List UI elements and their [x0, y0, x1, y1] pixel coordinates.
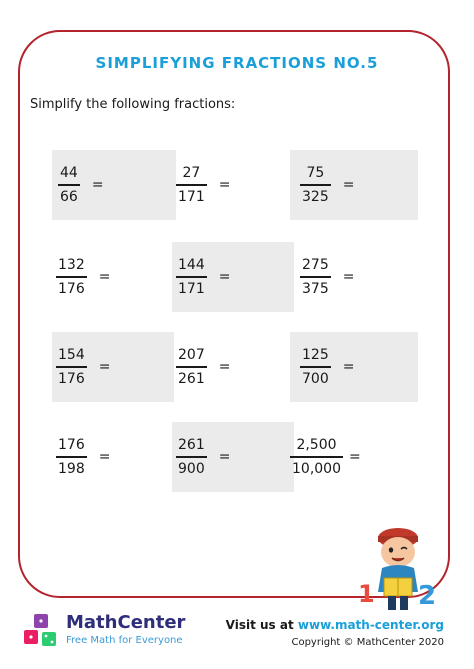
- equals-sign: =: [218, 269, 231, 285]
- equals-sign: =: [218, 449, 231, 465]
- fraction: [56, 346, 87, 388]
- denominator: 171: [178, 280, 205, 297]
- problem-cell: [172, 150, 294, 220]
- denominator: 261: [178, 370, 205, 387]
- equals-sign: =: [218, 359, 231, 375]
- brand-tagline: Free Math for Everyone: [66, 635, 183, 646]
- svg-text:1: 1: [358, 580, 375, 608]
- denominator: 171: [178, 188, 205, 205]
- numerator: 2,500: [296, 437, 337, 454]
- denominator: 10,000: [292, 460, 341, 477]
- problem-cell: [172, 422, 294, 492]
- equals-sign: =: [218, 177, 231, 193]
- numerator: 44: [60, 165, 78, 182]
- equals-sign: =: [98, 359, 111, 375]
- numerator: 261: [178, 437, 205, 454]
- fraction: [176, 256, 207, 298]
- numerator: 144: [178, 257, 205, 274]
- equals-sign: =: [342, 359, 355, 375]
- denominator: 198: [58, 460, 85, 477]
- dice-cubes-logo-icon: [22, 612, 62, 652]
- website-link[interactable]: www.math-center.org: [297, 618, 444, 632]
- copyright-notice: Copyright © MathCenter 2020: [291, 637, 444, 648]
- equals-sign: =: [342, 177, 355, 193]
- problem-cell: [52, 422, 174, 492]
- problem-cell: [52, 150, 176, 220]
- problem-cell: [52, 242, 174, 312]
- numerator: 125: [302, 347, 329, 364]
- numerator: 275: [302, 257, 329, 274]
- fraction: [58, 164, 80, 206]
- denominator: 375: [302, 280, 329, 297]
- denominator: 176: [58, 280, 85, 297]
- fraction: [56, 436, 87, 478]
- page-frame: [18, 30, 450, 598]
- fraction: [176, 164, 207, 206]
- brand-name: MathCenter: [66, 612, 186, 633]
- equals-sign: =: [349, 449, 361, 465]
- problem-cell: [52, 332, 174, 402]
- fraction: [176, 346, 207, 388]
- fraction: [290, 436, 343, 478]
- denominator: 325: [302, 188, 329, 205]
- denominator: 66: [60, 188, 78, 205]
- denominator: 900: [178, 460, 205, 477]
- visit-line: [226, 618, 444, 632]
- numerator: 27: [182, 165, 201, 182]
- fraction: [300, 346, 331, 388]
- instructions: Simplify the following fractions:: [30, 97, 236, 112]
- numerator: 176: [58, 437, 85, 454]
- denominator: 700: [302, 370, 329, 387]
- numerator: 207: [178, 347, 205, 364]
- numerator: 154: [58, 347, 85, 364]
- numerator: 132: [58, 257, 85, 274]
- equals-sign: =: [91, 177, 104, 193]
- equals-sign: =: [98, 269, 111, 285]
- worksheet-title: SIMPLIFYING FRACTIONS NO.5: [95, 54, 379, 72]
- fraction: [176, 436, 207, 478]
- problem-cell: [290, 422, 408, 492]
- numerator: 75: [306, 165, 325, 182]
- fraction: [56, 256, 87, 298]
- svg-text:2: 2: [418, 581, 436, 611]
- problem-cell: [290, 332, 418, 402]
- equals-sign: =: [98, 449, 111, 465]
- denominator: 176: [58, 370, 85, 387]
- equals-sign: =: [342, 269, 355, 285]
- problem-cell: [290, 150, 418, 220]
- problem-cell: [172, 242, 294, 312]
- fraction: [300, 164, 331, 206]
- mascot-illustration-icon: [356, 524, 436, 614]
- problem-cell: [290, 242, 418, 312]
- visit-label: Visit us at: [225, 618, 294, 632]
- fraction: [300, 256, 331, 298]
- problem-cell: [172, 332, 294, 402]
